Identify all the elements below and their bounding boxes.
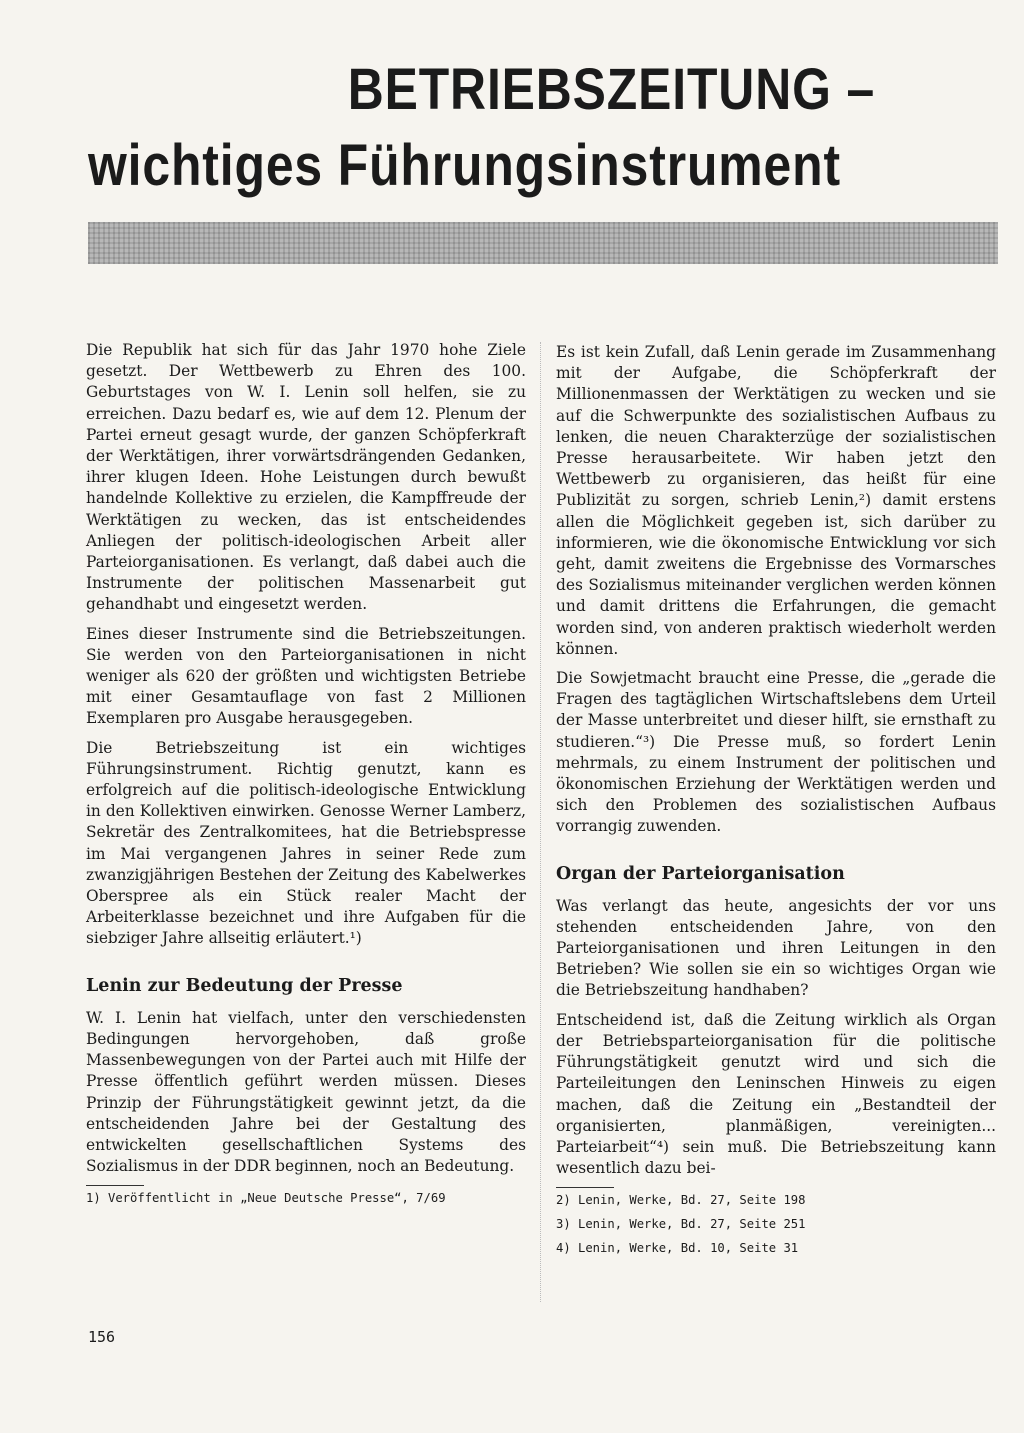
paragraph: Die Betriebszeitung ist ein wichtiges Führungsinstrument. Richtig genutzt, kann es erfolgreich auf die politisch-ideologische Entwicklung in den Kollektiven einwirken. Genosse Werner Lamberz, Sekretär des Zentralkomitees, hat die Betriebspresse im Mai vergangenen Jahres in seiner Rede zum zwanzigjährigen Bestehen der Zeitung des Kabelwerkes Oberspree als ein Stück realer Macht der Arbeiterklasse bezeichnet und ihre Aufgaben für die siebziger Jahre allseitig erläutert.¹)	[86, 738, 526, 948]
headline-line-1: BETRIEBSZEITUNG –	[347, 57, 876, 122]
paragraph: Eines dieser Instrumente sind die Betriebszeitungen. Sie werden von den Parteiorganisationen in nicht weniger als 620 der größten und wichtigsten Betriebe mit einer Gesamtauflage von fast 2 Millionen Exemplaren pro Ausgabe herausgegeben.	[86, 624, 526, 728]
page-number: 156	[88, 1328, 116, 1346]
paragraph: Die Republik hat sich für das Jahr 1970 hohe Ziele gesetzt. Der Wettbewerb zu Ehren des 100. Geburtstages von W. I. Lenin soll helfen, sie zu erreichen. Dazu bedarf es, wie auf dem 12. Plenum der Partei erneut gesagt wurde, der ganzen Schöpferkraft der Werktätigen, ihrer vorwärtsdrängenden Gedanken, ihrer klugen Ideen. Hohe Leistungen durch bewußt handelnde Kollektive zu erzielen, die Kampffreude der Werktätigen zu wecken, das ist entscheidendes Anliegen der politisch-ideologischen Arbeit aller Parteiorganisationen. Es verlangt, daß dabei auch die Instrumente der politischen Massenarbeit gut gehandhabt und eingesetzt werden.	[86, 341, 526, 614]
footnote: 1) Veröffentlicht in „Neue Deutsche Presse“, 7/69	[86, 1191, 446, 1206]
headline-line-2: wichtiges Führungsinstrument	[88, 133, 841, 198]
halftone-bar	[88, 222, 998, 264]
subheading: Lenin zur Bedeutung der Presse	[86, 975, 403, 996]
headline	[88, 52, 879, 204]
paragraph: Entscheidend ist, daß die Zeitung wirklich als Organ der Betriebsparteiorganisation für die politische Führungstätigkeit genutzt wird und sich die Parteileitungen den Leninschen Hinweis zu eigen machen, daß die Zeitung ein „Bestandteil der organisierten, planmäßigen, vereinigten... Parteiarbeit“⁴) sein muß. Die Betriebszeitung kann wesentlich dazu bei-	[556, 1010, 996, 1178]
footnote-rule	[556, 1187, 614, 1188]
paragraph: Die Sowjetmacht braucht eine Presse, die „gerade die Fragen des tagtäglichen Wirtschaftslebens dem Urteil der Masse unterbreitet und dieser hilft, sie ernsthaft zu studieren.“³) Die Presse muß, so fordert Lenin mehrmals, zu einem Instrument der politischen und ökonomischen Erziehung der Werktätigen werden und sich den Problemen des sozialistischen Aufbaus vorrangig zuwenden.	[556, 669, 996, 836]
right-column	[556, 342, 996, 1264]
paragraph: W. I. Lenin hat vielfach, unter den verschiedensten Bedingungen hervorgehoben, daß große Massenbewegungen von der Partei auch mit Hilfe der Presse öffentlich geführt werden müssen. Dieses Prinzip der Führungstätigkeit gewinnt jetzt, da die entscheidenden Jahre bei der Gestaltung des entwickelten gesellschaftlichen Systems des Sozialismus in der DDR beginnen, noch an Bedeutung.	[86, 1008, 526, 1176]
column-divider	[540, 342, 542, 1302]
paragraph: Was verlangt das heute, angesichts der vor uns stehenden entscheidenden Jahre, von den Parteiorganisationen und ihren Leitungen in den Betrieben? Wie sollen sie ein so wichtiges Organ wie die Betriebszeitung handhaben?	[556, 896, 996, 1000]
footnote: 3) Lenin, Werke, Bd. 27, Seite 251	[556, 1217, 806, 1232]
footnote-rule	[86, 1185, 144, 1186]
footnote: 2) Lenin, Werke, Bd. 27, Seite 198	[556, 1193, 806, 1208]
footnote: 4) Lenin, Werke, Bd. 10, Seite 31	[556, 1241, 799, 1256]
paragraph: Es ist kein Zufall, daß Lenin gerade im Zusammenhang mit der Aufgabe, die Schöpferkraft der Millionenmassen der Werktätigen zu wecken und sie auf die Schwerpunkte des sozialistischen Aufbaus zu lenken, die neuen Charakterzüge der sozialistischen Presse herausarbeitete. Wir haben jetzt den Wettbewerb zu organisieren, das heißt für eine Publizität zu sorgen, schrieb Lenin,²) damit erstens allen die Möglichkeit gegeben ist, sich darüber zu informieren, wie die ökonomische Entwicklung vor sich geht, damit zweitens die Ergebnisse des Vormarsches des Sozialismus miteinander verglichen werden können und damit drittens die Erfahrungen, die gemacht worden sind, von anderen praktisch wiederholt werden können.	[556, 343, 996, 658]
subheading: Organ der Parteiorganisation	[556, 863, 845, 884]
left-column	[86, 340, 526, 1214]
